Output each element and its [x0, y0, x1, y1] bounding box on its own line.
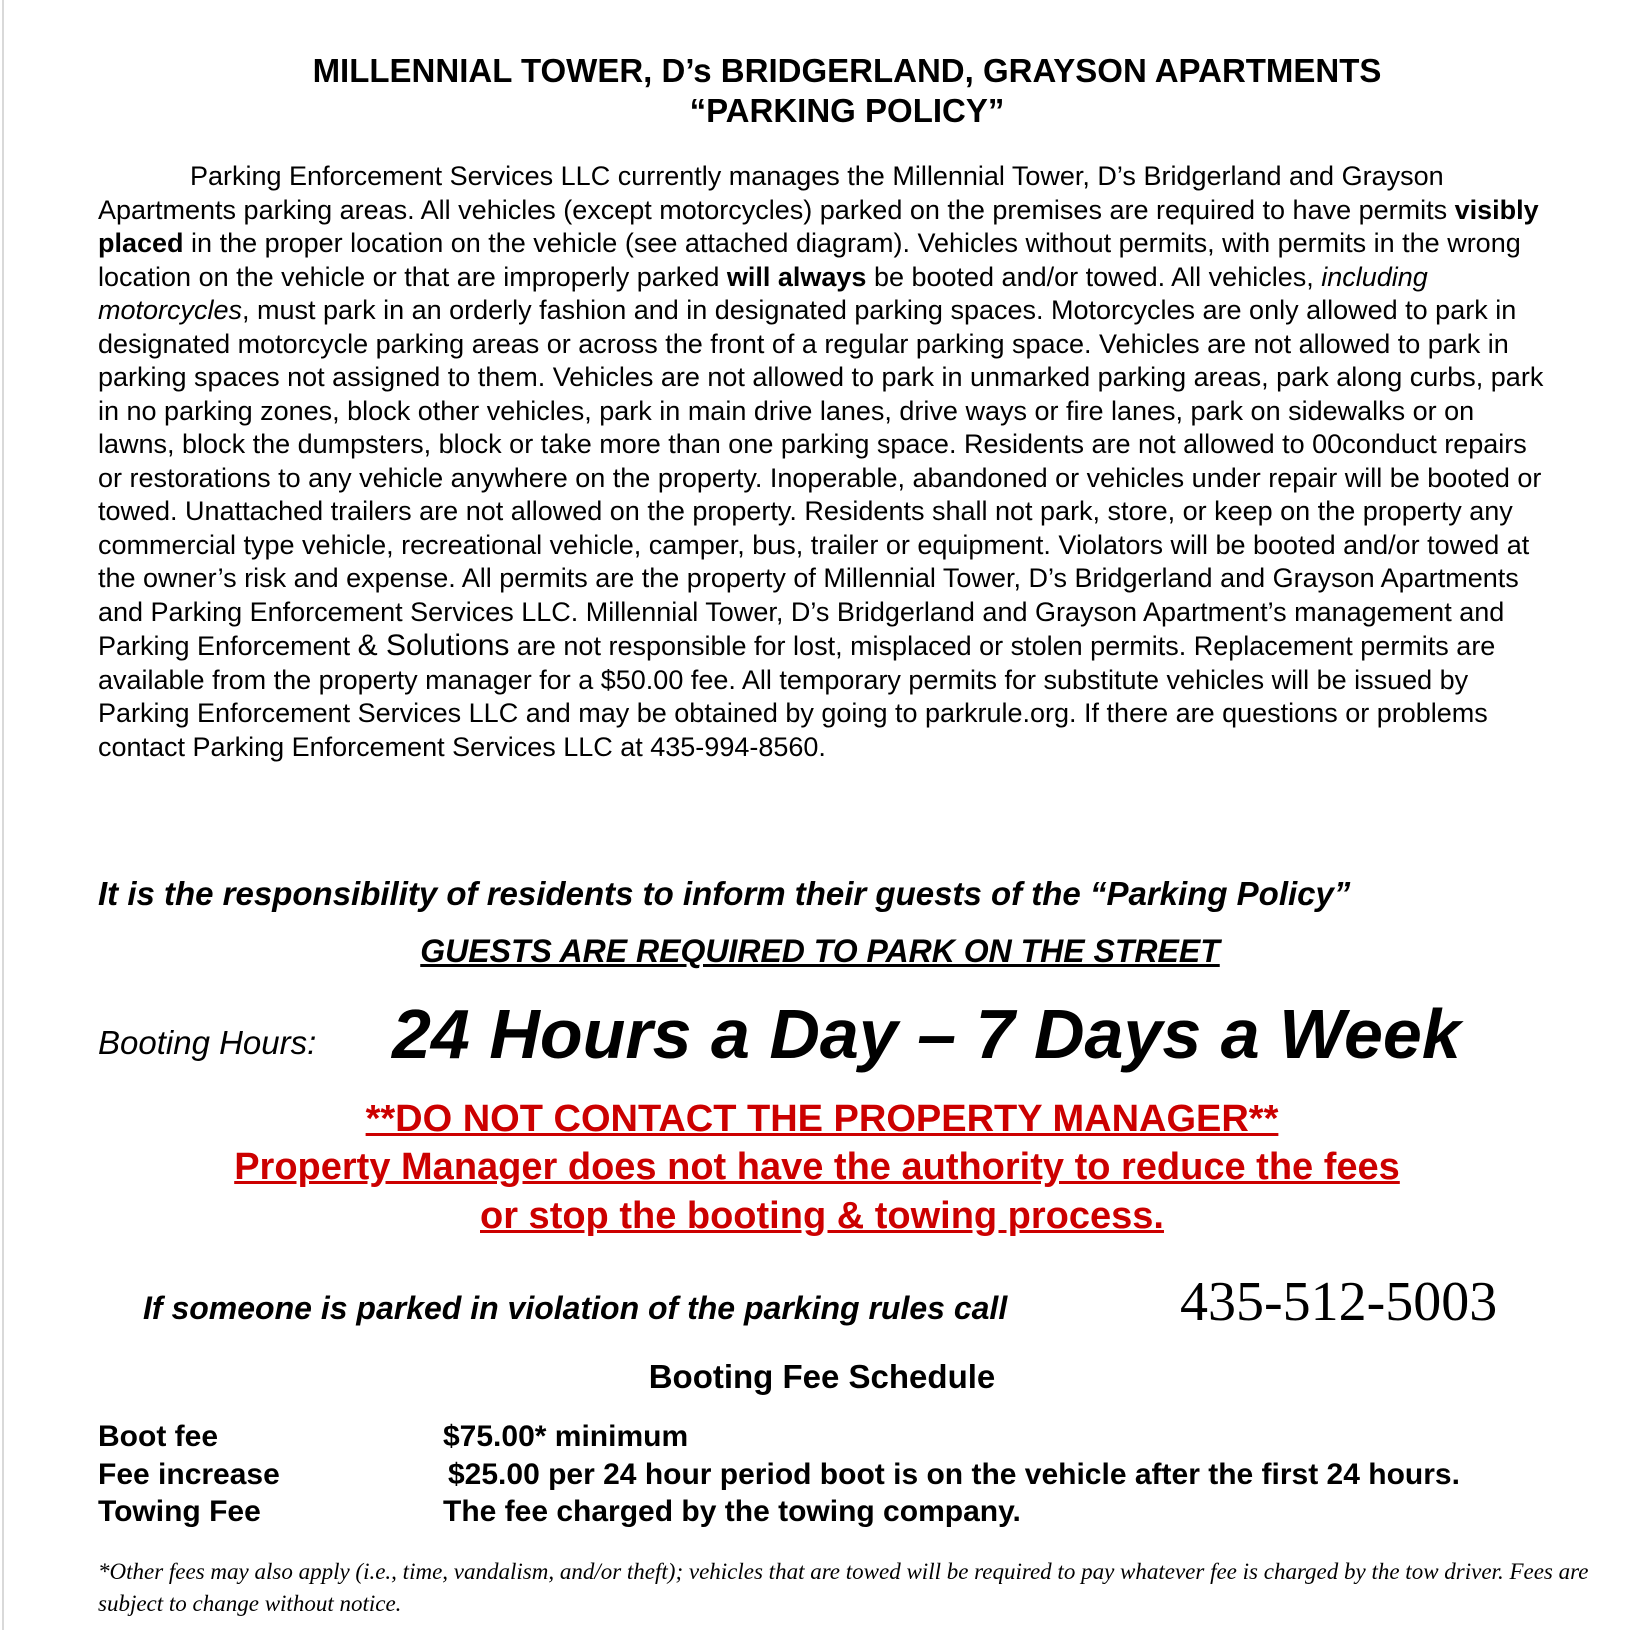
- policy-emphasis-motorcycles: including motorcycles: [98, 261, 1428, 325]
- policy-text-solutions: & Solutions: [357, 629, 510, 662]
- fee-value: $25.00 per 24 hour period boot is on the vehicle after the first 24 hours.: [448, 1458, 1460, 1491]
- policy-text-3: be booted and/or towed. All vehicles,: [866, 261, 1322, 292]
- fee-schedule-heading: Booting Fee Schedule: [648, 1358, 996, 1395]
- booting-hours-value: 24 Hours a Day – 7 Days a Week: [392, 995, 1461, 1073]
- fee-value: $75.00* minimum: [443, 1420, 689, 1453]
- fee-value: The fee charged by the towing company.: [443, 1495, 1021, 1528]
- document-title-line-1: MILLENNIAL TOWER, D’s BRIDGERLAND, GRAYSON APARTMENTS: [312, 52, 1382, 89]
- fee-label: Fee increase: [98, 1458, 280, 1491]
- violation-call-label: If someone is parked in violation of the parking rules call: [143, 1290, 1008, 1326]
- warning-do-not-contact: **DO NOT CONTACT THE PROPERTY MANAGER**: [365, 1098, 1279, 1140]
- document-title-line-2: “PARKING POLICY”: [689, 92, 1005, 129]
- warning-no-authority: Property Manager does not have the authority to reduce the fees: [234, 1146, 1400, 1188]
- warning-stop-process: or stop the booting & towing process.: [480, 1195, 1164, 1237]
- policy-emphasis-visibly-placed: visibly placed: [98, 194, 1539, 258]
- policy-text-2: in the proper location on the vehicle (see attached diagram). Vehicles without permits, with permits in the wrong location on the vehicle or that are improperly parked: [98, 228, 1521, 292]
- fee-label: Boot fee: [98, 1420, 218, 1453]
- responsibility-notice: It is the responsibility of residents to inform their guests of the “Parking Policy”: [98, 875, 1351, 912]
- policy-text-4: , must park in an orderly fashion and in designated parking spaces. Motorcycles are only allowed to park in designated motorcycle parking areas or across the front of a regular parking space. Vehicles are not allowed to park in parking spaces not assigned to them. Vehicles are not allowed to park in unmarked parking areas, park along curbs, park in no parking zones, block other vehicles, park in main drive lanes, drive ways or fire lanes, park on sidewalks or on lawns, block the dumpsters, block or take more than one parking space. Residents are not allowed to 00conduct repairs or restorations to any vehicle anywhere on the property. Inoperable, abandoned or vehicles under repair will be booted or towed. Unattached trailers are not allowed on the property. Residents shall not park, store, or keep on the property any commercial type vehicle, recreational vehicle, camper, bus, trailer or equipment. Violators will be booted and/or towed at the owner’s risk and expense. All permits are the property of Millennial Tower, D’s Bridgerland and Grayson Apartments and Parking Enforcement Services LLC. Millennial Tower, D’s Bridgerland and Grayson Apartment’s management and Parking Enforcement: [98, 295, 1544, 661]
- violation-phone-number: 435-512-5003: [1180, 1271, 1498, 1333]
- policy-text-1: Parking Enforcement Services LLC currently manages the Millennial Tower, D’s Bridgerland and Grayson Apartments parking areas. All vehicles (except motorcycles) parked on the premises are required to have permits: [98, 161, 1455, 225]
- policy-paragraph: [98, 160, 1558, 764]
- booting-hours-label: Booting Hours:: [98, 1024, 317, 1061]
- policy-text-5: are not responsible for lost, misplaced or stolen permits. Replacement permits are available from the property manager for a $50.00 fee. All temporary permits for substitute vehicles will be issued by Parking Enforcement Services LLC and may be obtained by going to parkrule.org. If there are questions or problems contact Parking Enforcement Services LLC at 435-994-8560.: [98, 631, 1496, 762]
- fee-row-boot: [98, 1420, 688, 1454]
- fee-label: Towing Fee: [98, 1495, 261, 1528]
- fee-row-towing: [98, 1495, 1021, 1529]
- fee-footnote: *Other fees may also apply (i.e., time, vandalism, and/or theft); vehicles that are towed will be required to pay whatever fee is charged by the tow driver. Fees are subject to change without notice.: [98, 1559, 1589, 1616]
- policy-emphasis-will-always: will always: [726, 261, 867, 292]
- guests-street-notice: GUESTS ARE REQUIRED TO PARK ON THE STREET: [420, 933, 1220, 969]
- fee-row-increase: [98, 1458, 1460, 1492]
